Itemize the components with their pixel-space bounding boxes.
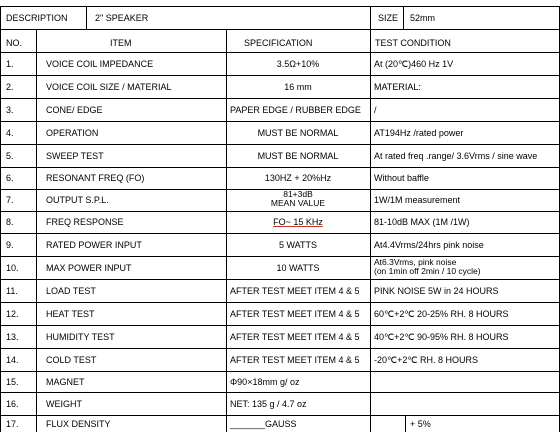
row-test-condition: At (20℃)460 Hz 1V — [374, 59, 454, 69]
grid-row-line — [0, 29, 560, 30]
grid-column-line — [0, 6, 1, 432]
row-item: HUMIDITY TEST — [46, 332, 115, 342]
row-specification: AFTER TEST MEET ITEM 4 & 5 — [230, 286, 360, 296]
description-label: DESCRIPTION — [6, 13, 68, 23]
row-test-condition: 1W/1M measurement — [374, 195, 461, 205]
row-number: 6. — [6, 173, 14, 183]
row-test-condition: Without baffle — [374, 173, 429, 183]
row-number: 7. — [6, 195, 14, 205]
grid-row-line — [0, 98, 560, 99]
grid-row-line — [0, 211, 560, 212]
row-specification: MUST BE NORMAL — [257, 151, 339, 161]
row-specification: 16 mm — [284, 82, 312, 92]
row-number: 3. — [6, 105, 14, 115]
row-number: 5. — [6, 151, 14, 161]
row-item: RATED POWER INPUT — [46, 240, 142, 250]
column-header-specification: SPECIFICATION — [244, 38, 313, 48]
grid-row-line — [0, 233, 560, 234]
row-test-condition: MATERIAL: — [374, 82, 421, 92]
row-item: HEAT TEST — [46, 309, 95, 319]
row-specification: PAPER EDGE / RUBBER EDGE — [230, 105, 361, 115]
row-test-condition: / — [374, 105, 377, 115]
row-test-condition: At4.4Vrms/24hrs pink noise — [374, 240, 484, 250]
row-specification: FO~ 15 KHz — [273, 217, 323, 227]
row-test-condition: AT194Hz /rated power — [374, 128, 464, 138]
grid-row-line — [0, 121, 560, 122]
row-specification: 5 WATTS — [279, 240, 317, 250]
grid-row-line — [0, 279, 560, 280]
row-item: LOAD TEST — [46, 286, 96, 296]
row-number: 17. — [6, 419, 19, 429]
grid-column-line — [370, 6, 371, 432]
row-test-condition: At rated freq .range/ 3.6Vrms / sine wave — [374, 151, 538, 161]
row-specification: Φ90×18mm g/ oz — [230, 377, 300, 387]
grid-row-line — [0, 52, 560, 53]
row-test-condition: 81-10dB MAX (1M /1W) — [374, 217, 470, 227]
column-header-test-condition: TEST CONDITION — [375, 38, 451, 48]
row-item: OPERATION — [46, 128, 99, 138]
row-specification: NET: 135 g / 4.7 oz — [230, 399, 307, 409]
row-item: VOICE COIL SIZE / MATERIAL — [46, 82, 172, 92]
grid-column-line — [36, 29, 37, 432]
row-test-condition: PINK NOISE 5W in 24 HOURS — [374, 286, 499, 296]
description-value: 2" SPEAKER — [95, 13, 149, 23]
row-test-condition: 60℃+2℃ 20-25% RH. 8 HOURS — [374, 309, 509, 319]
row-item: CONE/ EDGE — [46, 105, 103, 115]
row-item: FREQ RESPONSE — [46, 217, 124, 227]
grid-row-line — [0, 348, 560, 349]
row-specification: AFTER TEST MEET ITEM 4 & 5 — [230, 309, 360, 319]
row-item: OUTPUT S.P.L. — [46, 195, 109, 205]
row-number: 14. — [6, 355, 19, 365]
size-label: SIZE — [378, 13, 399, 23]
grid-row-line — [0, 302, 560, 303]
row-number: 1. — [6, 59, 14, 69]
row-number: 12. — [6, 309, 19, 319]
row-specification-line2: MEAN VALUE — [270, 198, 326, 208]
row-item: COLD TEST — [46, 355, 97, 365]
row-number: 8. — [6, 217, 14, 227]
row-specification: _______GAUSS — [230, 419, 297, 429]
grid-row-line — [0, 415, 560, 416]
row-item: SWEEP TEST — [46, 151, 104, 161]
row-item: FLUX DENSITY — [46, 419, 111, 429]
row-test-condition: 40℃+2℃ 90-95% RH. 8 HOURS — [374, 332, 509, 342]
row-specification: AFTER TEST MEET ITEM 4 & 5 — [230, 332, 360, 342]
row-item: MAX POWER INPUT — [46, 263, 132, 273]
grid-row-line — [0, 392, 560, 393]
row-item: VOICE COIL IMPEDANCE — [46, 59, 154, 69]
grid-row-line — [0, 371, 560, 372]
grid-row-line — [0, 167, 560, 168]
row-number: 16. — [6, 399, 19, 409]
row-number: 15. — [6, 377, 19, 387]
row-number: 10. — [6, 263, 19, 273]
row-number: 11. — [6, 286, 18, 296]
row-number: 9. — [6, 240, 14, 250]
grid-row-line — [0, 75, 560, 76]
row-test-tolerance: + 5% — [410, 419, 431, 429]
row-test-condition-line2: (on 1min off 2min / 10 cycle) — [374, 266, 481, 276]
grid-row-line — [0, 144, 560, 145]
grid-row-line — [0, 256, 560, 257]
column-header-item: ITEM — [110, 38, 132, 48]
row-test-condition: At6.3Vrms, pink noise — [374, 257, 457, 267]
grid-row-line — [0, 325, 560, 326]
row-number: 2. — [6, 82, 14, 92]
row-specification: MUST BE NORMAL — [257, 128, 339, 138]
row-number: 13. — [6, 332, 19, 342]
row-test-condition: -20℃+2℃ RH. 8 HOURS — [374, 355, 478, 365]
row-specification: 81+3dB — [283, 189, 313, 199]
row-specification: 3.5Ω+10% — [276, 59, 320, 69]
row-item: MAGNET — [46, 377, 85, 387]
grid-column-line — [405, 415, 406, 432]
row-specification: 130HZ + 20%Hz — [264, 173, 332, 183]
size-value: 52mm — [410, 13, 436, 23]
column-header-no: NO. — [6, 38, 23, 48]
row-number: 4. — [6, 128, 14, 138]
row-specification: AFTER TEST MEET ITEM 4 & 5 — [230, 355, 360, 365]
row-item: WEIGHT — [46, 399, 82, 409]
grid-column-line — [403, 6, 404, 29]
grid-row-line — [0, 6, 560, 7]
row-specification: 10 WATTS — [276, 263, 320, 273]
grid-column-line — [86, 6, 87, 29]
row-item: RESONANT FREQ (FO) — [46, 173, 145, 183]
